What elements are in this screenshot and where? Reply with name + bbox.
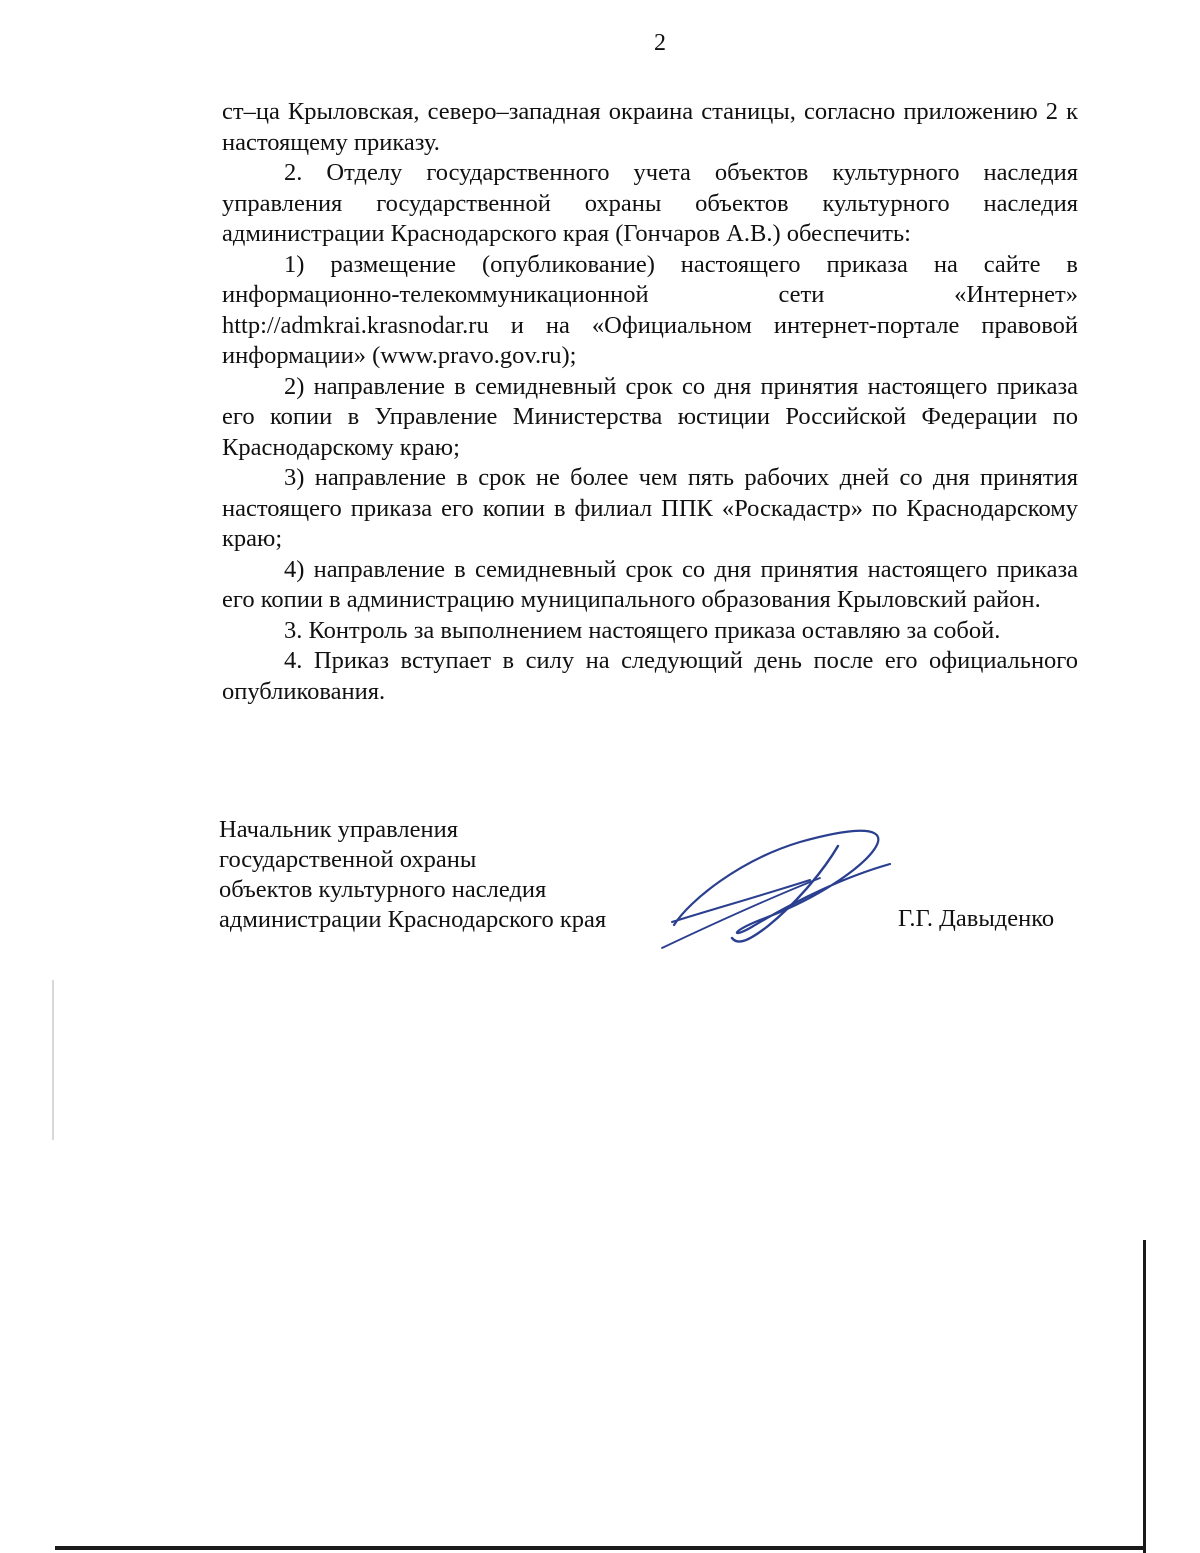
paragraph-subitem-3: 3) направление в срок не более чем пять рабочих дней со дня принятия настоящего приказа его копии в филиал ППК «Роскадастр» по Краснодарскому краю; xyxy=(222,464,1078,552)
page-number: 2 xyxy=(654,30,666,56)
signer-position-line: объектов культурного наследия xyxy=(219,876,547,903)
document-body xyxy=(222,97,1078,707)
paragraph-subitem-1: 1) размещение (опубликование) настоящего приказа на сайте в информационно-телекоммуникационной сети «Интернет» http://admkrai.krasnodar.ru и на «Официальном интернет-портале правовой информации» (www.pravo.gov.ru); xyxy=(222,250,1078,369)
scan-edge-left xyxy=(52,980,54,1140)
handwritten-signature xyxy=(650,820,900,955)
paragraph-subitem-2: 2) направление в семидневный срок со дня принятия настоящего приказа его копии в Управление Министерства юстиции Российской Федерации по Краснодарскому краю; xyxy=(222,372,1078,461)
paragraph-item-3: 3. Контроль за выполнением настоящего приказа оставляю за собой. xyxy=(284,616,1001,644)
signer-position-line: Начальник управления xyxy=(219,816,458,843)
paragraph-item-2: 2. Отделу государственного учета объектов культурного наследия управления государственной охраны объектов культурного наследия администрации Краснодарского края (Гончаров А.В.) обеспечить: xyxy=(222,159,1078,247)
signer-position-line: государственной охраны xyxy=(219,846,477,873)
paragraph-continuation: ст–ца Крыловская, северо–западная окраина станицы, согласно приложению 2 к настоящему приказу. xyxy=(222,98,1078,156)
signature-strokes xyxy=(662,831,890,948)
signer-position xyxy=(219,815,606,935)
scan-edge-right xyxy=(1143,1240,1146,1553)
signer-position-line: администрации Краснодарского края xyxy=(219,906,607,933)
scan-edge-bottom xyxy=(55,1546,1145,1550)
signer-name: Г.Г. Давыденко xyxy=(898,905,1055,932)
paragraph-subitem-4: 4) направление в семидневный срок со дня принятия настоящего приказа его копии в администрацию муниципального образования Крыловский район. xyxy=(222,555,1078,613)
paragraph-item-4: 4. Приказ вступает в силу на следующий день после его официального опубликования. xyxy=(222,647,1078,705)
